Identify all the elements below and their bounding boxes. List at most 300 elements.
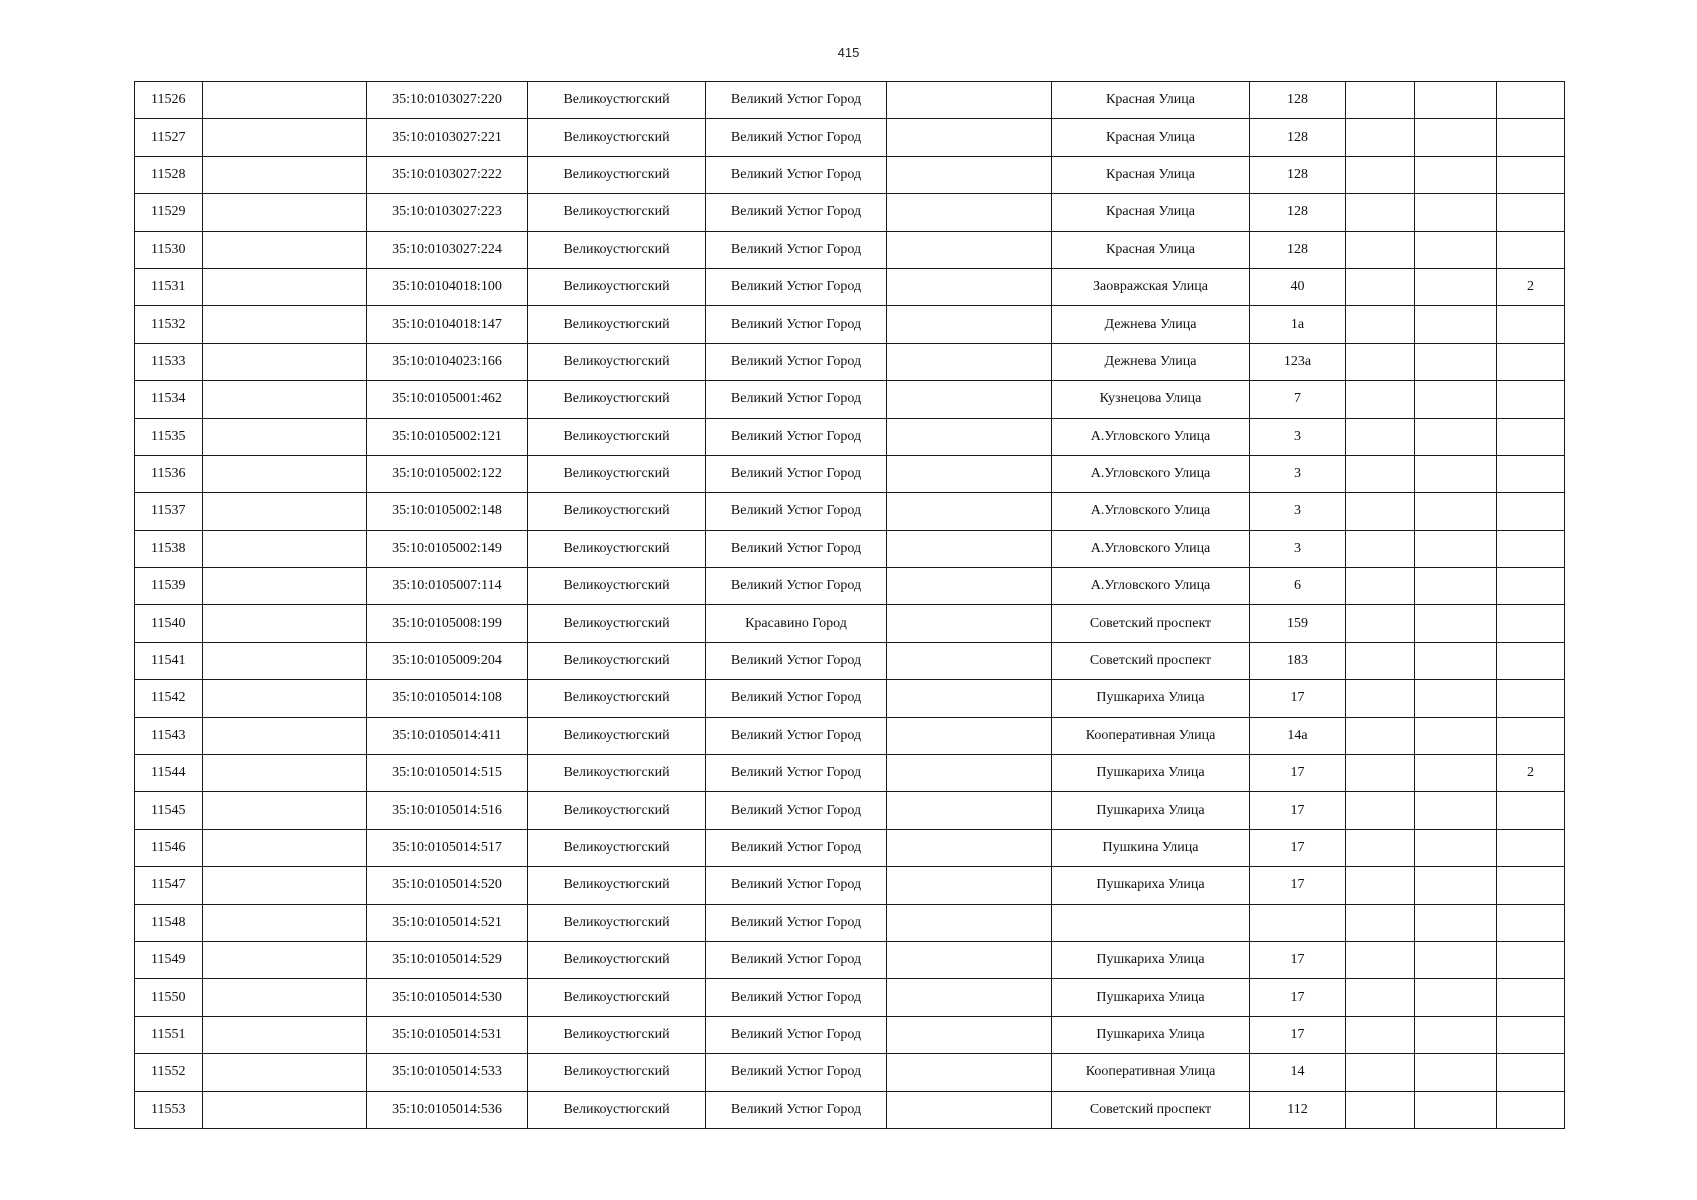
settlement-cell: Великий Устюг Город xyxy=(706,1091,887,1128)
blank-cell xyxy=(1415,231,1497,268)
settlement-cell: Великий Устюг Город xyxy=(706,156,887,193)
street-cell: Пушкариха Улица xyxy=(1052,755,1250,792)
table-row xyxy=(135,268,1565,305)
district-cell: Великоустюгский xyxy=(528,156,706,193)
blank-cell xyxy=(887,680,1052,717)
blank-cell xyxy=(887,867,1052,904)
blank-cell xyxy=(1415,119,1497,156)
settlement-cell: Великий Устюг Город xyxy=(706,904,887,941)
blank-cell xyxy=(1346,268,1415,305)
blank-cell xyxy=(1346,979,1415,1016)
district-cell: Великоустюгский xyxy=(528,343,706,380)
settlement-cell: Великий Устюг Город xyxy=(706,82,887,119)
page-number: 415 xyxy=(837,45,860,60)
table-row xyxy=(135,194,1565,231)
blank-cell xyxy=(203,194,367,231)
blank-cell xyxy=(1346,119,1415,156)
cadastral-number-cell: 35:10:0105002:121 xyxy=(367,418,528,455)
blank-cell xyxy=(1346,306,1415,343)
table-row xyxy=(135,1054,1565,1091)
settlement-cell: Великий Устюг Город xyxy=(706,941,887,978)
count-cell xyxy=(1497,455,1565,492)
blank-cell xyxy=(887,941,1052,978)
blank-cell xyxy=(1346,381,1415,418)
district-cell: Великоустюгский xyxy=(528,642,706,679)
settlement-cell: Великий Устюг Город xyxy=(706,194,887,231)
count-cell xyxy=(1497,493,1565,530)
count-cell xyxy=(1497,605,1565,642)
table-row xyxy=(135,904,1565,941)
blank-cell xyxy=(203,156,367,193)
house-number-cell: 17 xyxy=(1250,680,1346,717)
district-cell: Великоустюгский xyxy=(528,605,706,642)
district-cell: Великоустюгский xyxy=(528,268,706,305)
blank-cell xyxy=(887,1016,1052,1053)
street-cell: Красная Улица xyxy=(1052,231,1250,268)
table-row xyxy=(135,306,1565,343)
street-cell: Красная Улица xyxy=(1052,194,1250,231)
blank-cell xyxy=(203,268,367,305)
blank-cell xyxy=(1346,605,1415,642)
count-cell xyxy=(1497,156,1565,193)
cadastral-number-cell: 35:10:0104023:166 xyxy=(367,343,528,380)
settlement-cell: Великий Устюг Город xyxy=(706,867,887,904)
blank-cell xyxy=(1346,680,1415,717)
house-number-cell: 17 xyxy=(1250,979,1346,1016)
settlement-cell: Великий Устюг Город xyxy=(706,343,887,380)
blank-cell xyxy=(887,605,1052,642)
blank-cell xyxy=(887,829,1052,866)
cadastral-number-cell: 35:10:0105001:462 xyxy=(367,381,528,418)
blank-cell xyxy=(203,381,367,418)
table-row xyxy=(135,792,1565,829)
cadastral-number-cell: 35:10:0105014:531 xyxy=(367,1016,528,1053)
district-cell: Великоустюгский xyxy=(528,1054,706,1091)
blank-cell xyxy=(887,642,1052,679)
record-number-cell: 11551 xyxy=(135,1016,203,1053)
blank-cell xyxy=(1415,343,1497,380)
street-cell: А.Угловского Улица xyxy=(1052,568,1250,605)
cadastral-number-cell: 35:10:0104018:147 xyxy=(367,306,528,343)
record-number-cell: 11545 xyxy=(135,792,203,829)
cadastral-number-cell: 35:10:0103027:221 xyxy=(367,119,528,156)
blank-cell xyxy=(1346,156,1415,193)
blank-cell xyxy=(887,381,1052,418)
blank-cell xyxy=(1346,493,1415,530)
blank-cell xyxy=(203,119,367,156)
street-cell: А.Угловского Улица xyxy=(1052,493,1250,530)
blank-cell xyxy=(1346,829,1415,866)
street-cell: Красная Улица xyxy=(1052,119,1250,156)
blank-cell xyxy=(887,343,1052,380)
district-cell: Великоустюгский xyxy=(528,381,706,418)
blank-cell xyxy=(203,82,367,119)
house-number-cell: 17 xyxy=(1250,867,1346,904)
blank-cell xyxy=(1346,717,1415,754)
street-cell: Красная Улица xyxy=(1052,82,1250,119)
blank-cell xyxy=(1415,680,1497,717)
blank-cell xyxy=(887,755,1052,792)
district-cell: Великоустюгский xyxy=(528,680,706,717)
blank-cell xyxy=(203,1016,367,1053)
record-number-cell: 11530 xyxy=(135,231,203,268)
cadastral-number-cell: 35:10:0105002:149 xyxy=(367,530,528,567)
table-row xyxy=(135,642,1565,679)
settlement-cell: Красавино Город xyxy=(706,605,887,642)
blank-cell xyxy=(1415,1091,1497,1128)
district-cell: Великоустюгский xyxy=(528,1016,706,1053)
blank-cell xyxy=(887,119,1052,156)
district-cell: Великоустюгский xyxy=(528,493,706,530)
settlement-cell: Великий Устюг Город xyxy=(706,642,887,679)
blank-cell xyxy=(887,1091,1052,1128)
street-cell: А.Угловского Улица xyxy=(1052,455,1250,492)
table-row xyxy=(135,493,1565,530)
blank-cell xyxy=(1415,455,1497,492)
table-row xyxy=(135,755,1565,792)
blank-cell xyxy=(1346,418,1415,455)
blank-cell xyxy=(1346,343,1415,380)
settlement-cell: Великий Устюг Город xyxy=(706,979,887,1016)
count-cell xyxy=(1497,82,1565,119)
cadastral-number-cell: 35:10:0105014:411 xyxy=(367,717,528,754)
street-cell: Кооперативная Улица xyxy=(1052,1054,1250,1091)
street-cell: Пушкариха Улица xyxy=(1052,941,1250,978)
record-number-cell: 11546 xyxy=(135,829,203,866)
blank-cell xyxy=(1415,194,1497,231)
table-row xyxy=(135,231,1565,268)
record-number-cell: 11529 xyxy=(135,194,203,231)
house-number-cell: 17 xyxy=(1250,792,1346,829)
cadastral-number-cell: 35:10:0105014:529 xyxy=(367,941,528,978)
district-cell: Великоустюгский xyxy=(528,455,706,492)
settlement-cell: Великий Устюг Город xyxy=(706,530,887,567)
cadastral-number-cell: 35:10:0105014:515 xyxy=(367,755,528,792)
blank-cell xyxy=(203,1054,367,1091)
cadastral-number-cell: 35:10:0105002:148 xyxy=(367,493,528,530)
blank-cell xyxy=(203,306,367,343)
blank-cell xyxy=(887,1054,1052,1091)
blank-cell xyxy=(203,680,367,717)
blank-cell xyxy=(887,231,1052,268)
blank-cell xyxy=(1346,568,1415,605)
cadastral-number-cell: 35:10:0103027:223 xyxy=(367,194,528,231)
settlement-cell: Великий Устюг Город xyxy=(706,1054,887,1091)
district-cell: Великоустюгский xyxy=(528,904,706,941)
district-cell: Великоустюгский xyxy=(528,568,706,605)
record-number-cell: 11541 xyxy=(135,642,203,679)
count-cell xyxy=(1497,1016,1565,1053)
record-number-cell: 11552 xyxy=(135,1054,203,1091)
house-number-cell: 17 xyxy=(1250,1016,1346,1053)
cadastral-number-cell: 35:10:0105014:521 xyxy=(367,904,528,941)
street-cell: Советский проспект xyxy=(1052,1091,1250,1128)
blank-cell xyxy=(1415,642,1497,679)
street-cell: Пушкариха Улица xyxy=(1052,792,1250,829)
settlement-cell: Великий Устюг Город xyxy=(706,455,887,492)
table-row xyxy=(135,455,1565,492)
count-cell xyxy=(1497,680,1565,717)
blank-cell xyxy=(887,979,1052,1016)
count-cell xyxy=(1497,979,1565,1016)
house-number-cell: 14а xyxy=(1250,717,1346,754)
blank-cell xyxy=(203,904,367,941)
blank-cell xyxy=(1346,792,1415,829)
cadastral-number-cell: 35:10:0105014:536 xyxy=(367,1091,528,1128)
house-number-cell: 3 xyxy=(1250,455,1346,492)
blank-cell xyxy=(203,867,367,904)
count-cell xyxy=(1497,194,1565,231)
district-cell: Великоустюгский xyxy=(528,1091,706,1128)
house-number-cell: 112 xyxy=(1250,1091,1346,1128)
cadastral-number-cell: 35:10:0105008:199 xyxy=(367,605,528,642)
blank-cell xyxy=(1415,605,1497,642)
cadastral-number-cell: 35:10:0103027:222 xyxy=(367,156,528,193)
record-number-cell: 11526 xyxy=(135,82,203,119)
blank-cell xyxy=(1346,904,1415,941)
house-number-cell: 128 xyxy=(1250,156,1346,193)
settlement-cell: Великий Устюг Город xyxy=(706,829,887,866)
blank-cell xyxy=(1415,418,1497,455)
house-number-cell: 183 xyxy=(1250,642,1346,679)
settlement-cell: Великий Устюг Город xyxy=(706,306,887,343)
blank-cell xyxy=(1415,904,1497,941)
cadastral-number-cell: 35:10:0105014:533 xyxy=(367,1054,528,1091)
house-number-cell: 128 xyxy=(1250,119,1346,156)
street-cell: Пушкариха Улица xyxy=(1052,1016,1250,1053)
record-number-cell: 11528 xyxy=(135,156,203,193)
blank-cell xyxy=(1346,755,1415,792)
record-number-cell: 11553 xyxy=(135,1091,203,1128)
blank-cell xyxy=(203,530,367,567)
blank-cell xyxy=(1415,381,1497,418)
street-cell: Красная Улица xyxy=(1052,156,1250,193)
district-cell: Великоустюгский xyxy=(528,82,706,119)
blank-cell xyxy=(1346,82,1415,119)
count-cell: 2 xyxy=(1497,755,1565,792)
count-cell xyxy=(1497,642,1565,679)
record-number-cell: 11534 xyxy=(135,381,203,418)
count-cell xyxy=(1497,343,1565,380)
table-row xyxy=(135,530,1565,567)
table-row xyxy=(135,1016,1565,1053)
table-row xyxy=(135,941,1565,978)
blank-cell xyxy=(1415,941,1497,978)
blank-cell xyxy=(887,568,1052,605)
house-number-cell: 17 xyxy=(1250,829,1346,866)
house-number-cell: 3 xyxy=(1250,493,1346,530)
blank-cell xyxy=(203,455,367,492)
blank-cell xyxy=(203,717,367,754)
house-number-cell: 128 xyxy=(1250,194,1346,231)
blank-cell xyxy=(887,306,1052,343)
district-cell: Великоустюгский xyxy=(528,530,706,567)
blank-cell xyxy=(203,829,367,866)
settlement-cell: Великий Устюг Город xyxy=(706,268,887,305)
settlement-cell: Великий Устюг Город xyxy=(706,231,887,268)
settlement-cell: Великий Устюг Город xyxy=(706,792,887,829)
street-cell: Пушкина Улица xyxy=(1052,829,1250,866)
record-number-cell: 11533 xyxy=(135,343,203,380)
house-number-cell: 14 xyxy=(1250,1054,1346,1091)
blank-cell xyxy=(887,268,1052,305)
count-cell xyxy=(1497,941,1565,978)
count-cell: 2 xyxy=(1497,268,1565,305)
street-cell xyxy=(1052,904,1250,941)
settlement-cell: Великий Устюг Город xyxy=(706,418,887,455)
record-number-cell: 11535 xyxy=(135,418,203,455)
house-number-cell: 40 xyxy=(1250,268,1346,305)
district-cell: Великоустюгский xyxy=(528,792,706,829)
record-number-cell: 11547 xyxy=(135,867,203,904)
blank-cell xyxy=(1415,792,1497,829)
district-cell: Великоустюгский xyxy=(528,829,706,866)
count-cell xyxy=(1497,530,1565,567)
record-number-cell: 11539 xyxy=(135,568,203,605)
cadastral-number-cell: 35:10:0103027:224 xyxy=(367,231,528,268)
table-row xyxy=(135,680,1565,717)
house-number-cell: 159 xyxy=(1250,605,1346,642)
street-cell: Заовражская Улица xyxy=(1052,268,1250,305)
street-cell: Пушкариха Улица xyxy=(1052,867,1250,904)
blank-cell xyxy=(1346,1016,1415,1053)
cadastral-number-cell: 35:10:0105002:122 xyxy=(367,455,528,492)
count-cell xyxy=(1497,418,1565,455)
blank-cell xyxy=(887,82,1052,119)
blank-cell xyxy=(203,605,367,642)
blank-cell xyxy=(1415,979,1497,1016)
blank-cell xyxy=(1415,755,1497,792)
settlement-cell: Великий Устюг Город xyxy=(706,680,887,717)
count-cell xyxy=(1497,1054,1565,1091)
blank-cell xyxy=(1346,1091,1415,1128)
blank-cell xyxy=(203,343,367,380)
blank-cell xyxy=(203,642,367,679)
house-number-cell: 17 xyxy=(1250,941,1346,978)
count-cell xyxy=(1497,1091,1565,1128)
blank-cell xyxy=(1415,717,1497,754)
table-row xyxy=(135,867,1565,904)
blank-cell xyxy=(1415,829,1497,866)
blank-cell xyxy=(203,755,367,792)
table-row xyxy=(135,979,1565,1016)
registry-table-body xyxy=(135,82,1565,1129)
street-cell: Пушкариха Улица xyxy=(1052,979,1250,1016)
table-row xyxy=(135,717,1565,754)
cadastral-number-cell: 35:10:0105014:530 xyxy=(367,979,528,1016)
cadastral-number-cell: 35:10:0105014:517 xyxy=(367,829,528,866)
street-cell: Кузнецова Улица xyxy=(1052,381,1250,418)
cadastral-number-cell: 35:10:0105009:204 xyxy=(367,642,528,679)
street-cell: Советский проспект xyxy=(1052,605,1250,642)
district-cell: Великоустюгский xyxy=(528,194,706,231)
district-cell: Великоустюгский xyxy=(528,979,706,1016)
blank-cell xyxy=(1346,231,1415,268)
blank-cell xyxy=(203,568,367,605)
count-cell xyxy=(1497,867,1565,904)
blank-cell xyxy=(1346,642,1415,679)
blank-cell xyxy=(203,418,367,455)
blank-cell xyxy=(203,1091,367,1128)
cadastral-number-cell: 35:10:0105014:520 xyxy=(367,867,528,904)
blank-cell xyxy=(1415,82,1497,119)
house-number-cell xyxy=(1250,904,1346,941)
count-cell xyxy=(1497,568,1565,605)
settlement-cell: Великий Устюг Город xyxy=(706,717,887,754)
record-number-cell: 11548 xyxy=(135,904,203,941)
street-cell: А.Угловского Улица xyxy=(1052,530,1250,567)
district-cell: Великоустюгский xyxy=(528,755,706,792)
house-number-cell: 3 xyxy=(1250,530,1346,567)
table-row xyxy=(135,829,1565,866)
blank-cell xyxy=(1346,194,1415,231)
blank-cell xyxy=(203,231,367,268)
registry-table xyxy=(134,81,1565,1129)
street-cell: Кооперативная Улица xyxy=(1052,717,1250,754)
settlement-cell: Великий Устюг Город xyxy=(706,119,887,156)
settlement-cell: Великий Устюг Город xyxy=(706,493,887,530)
record-number-cell: 11549 xyxy=(135,941,203,978)
table-row xyxy=(135,1091,1565,1128)
cadastral-number-cell: 35:10:0105007:114 xyxy=(367,568,528,605)
blank-cell xyxy=(1415,530,1497,567)
district-cell: Великоустюгский xyxy=(528,717,706,754)
record-number-cell: 11527 xyxy=(135,119,203,156)
table-row xyxy=(135,418,1565,455)
record-number-cell: 11537 xyxy=(135,493,203,530)
blank-cell xyxy=(887,194,1052,231)
blank-cell xyxy=(203,792,367,829)
settlement-cell: Великий Устюг Город xyxy=(706,755,887,792)
street-cell: Пушкариха Улица xyxy=(1052,680,1250,717)
blank-cell xyxy=(1346,867,1415,904)
blank-cell xyxy=(1346,941,1415,978)
blank-cell xyxy=(1415,268,1497,305)
house-number-cell: 128 xyxy=(1250,82,1346,119)
blank-cell xyxy=(1346,1054,1415,1091)
count-cell xyxy=(1497,829,1565,866)
district-cell: Великоустюгский xyxy=(528,941,706,978)
cadastral-number-cell: 35:10:0105014:108 xyxy=(367,680,528,717)
count-cell xyxy=(1497,381,1565,418)
district-cell: Великоустюгский xyxy=(528,231,706,268)
district-cell: Великоустюгский xyxy=(528,867,706,904)
record-number-cell: 11542 xyxy=(135,680,203,717)
table-row xyxy=(135,119,1565,156)
street-cell: Дежнева Улица xyxy=(1052,306,1250,343)
table-row xyxy=(135,82,1565,119)
blank-cell xyxy=(203,941,367,978)
blank-cell xyxy=(887,156,1052,193)
count-cell xyxy=(1497,119,1565,156)
blank-cell xyxy=(1415,1016,1497,1053)
blank-cell xyxy=(1346,530,1415,567)
house-number-cell: 3 xyxy=(1250,418,1346,455)
blank-cell xyxy=(887,493,1052,530)
table-row xyxy=(135,343,1565,380)
count-cell xyxy=(1497,904,1565,941)
record-number-cell: 11550 xyxy=(135,979,203,1016)
count-cell xyxy=(1497,306,1565,343)
street-cell: А.Угловского Улица xyxy=(1052,418,1250,455)
blank-cell xyxy=(203,979,367,1016)
cadastral-number-cell: 35:10:0104018:100 xyxy=(367,268,528,305)
house-number-cell: 123а xyxy=(1250,343,1346,380)
house-number-cell: 1а xyxy=(1250,306,1346,343)
blank-cell xyxy=(887,904,1052,941)
count-cell xyxy=(1497,717,1565,754)
record-number-cell: 11531 xyxy=(135,268,203,305)
